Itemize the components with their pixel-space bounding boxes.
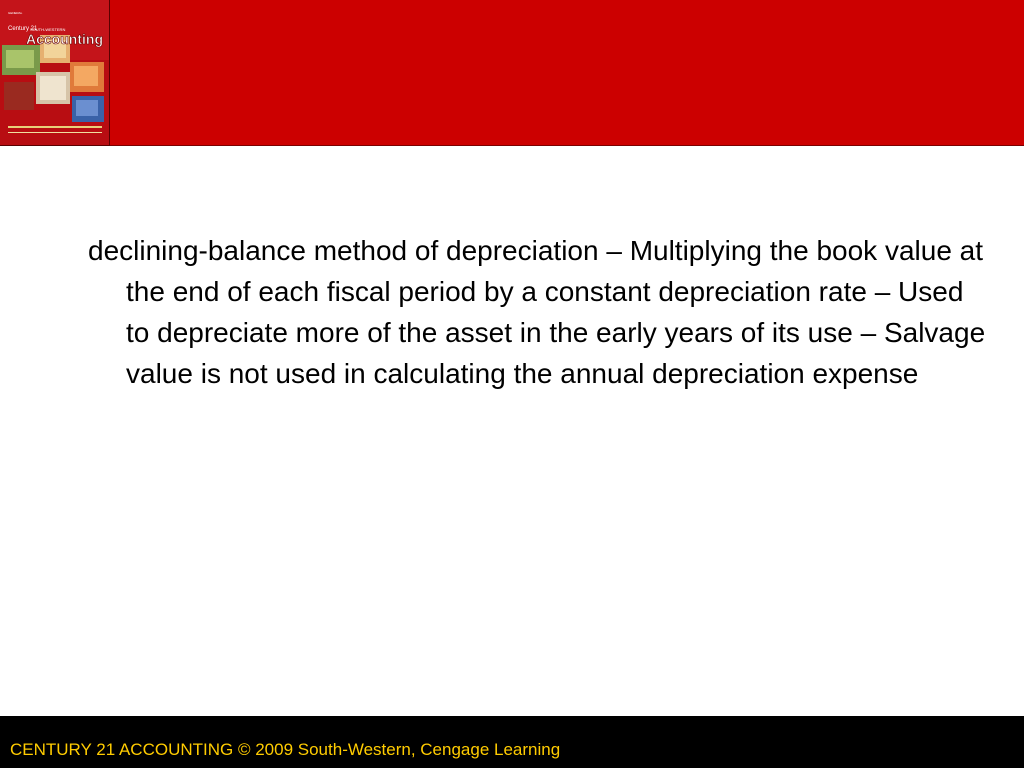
svg-text:Century 21: Century 21 bbox=[8, 26, 38, 32]
book-cover-image bbox=[0, 0, 110, 146]
definition-text: declining-balance method of depreciation – Multiplying the book value at the end of each fiscal period by a constant depreciation rate – Used to depreciate more of the asset in the early years of its use – Salvage value is not used in calculating the annual depreciation expense bbox=[88, 235, 986, 389]
svg-text:Accounting: Accounting bbox=[26, 31, 103, 47]
svg-text:SOUTH-WESTERN: SOUTH-WESTERN bbox=[30, 27, 66, 32]
svg-text:GENERAL: GENERAL bbox=[8, 11, 23, 15]
header-bar bbox=[0, 0, 1024, 146]
footer-bar bbox=[0, 716, 1024, 768]
footer-copyright: CENTURY 21 ACCOUNTING © 2009 South-Western, Cengage Learning bbox=[10, 740, 561, 759]
